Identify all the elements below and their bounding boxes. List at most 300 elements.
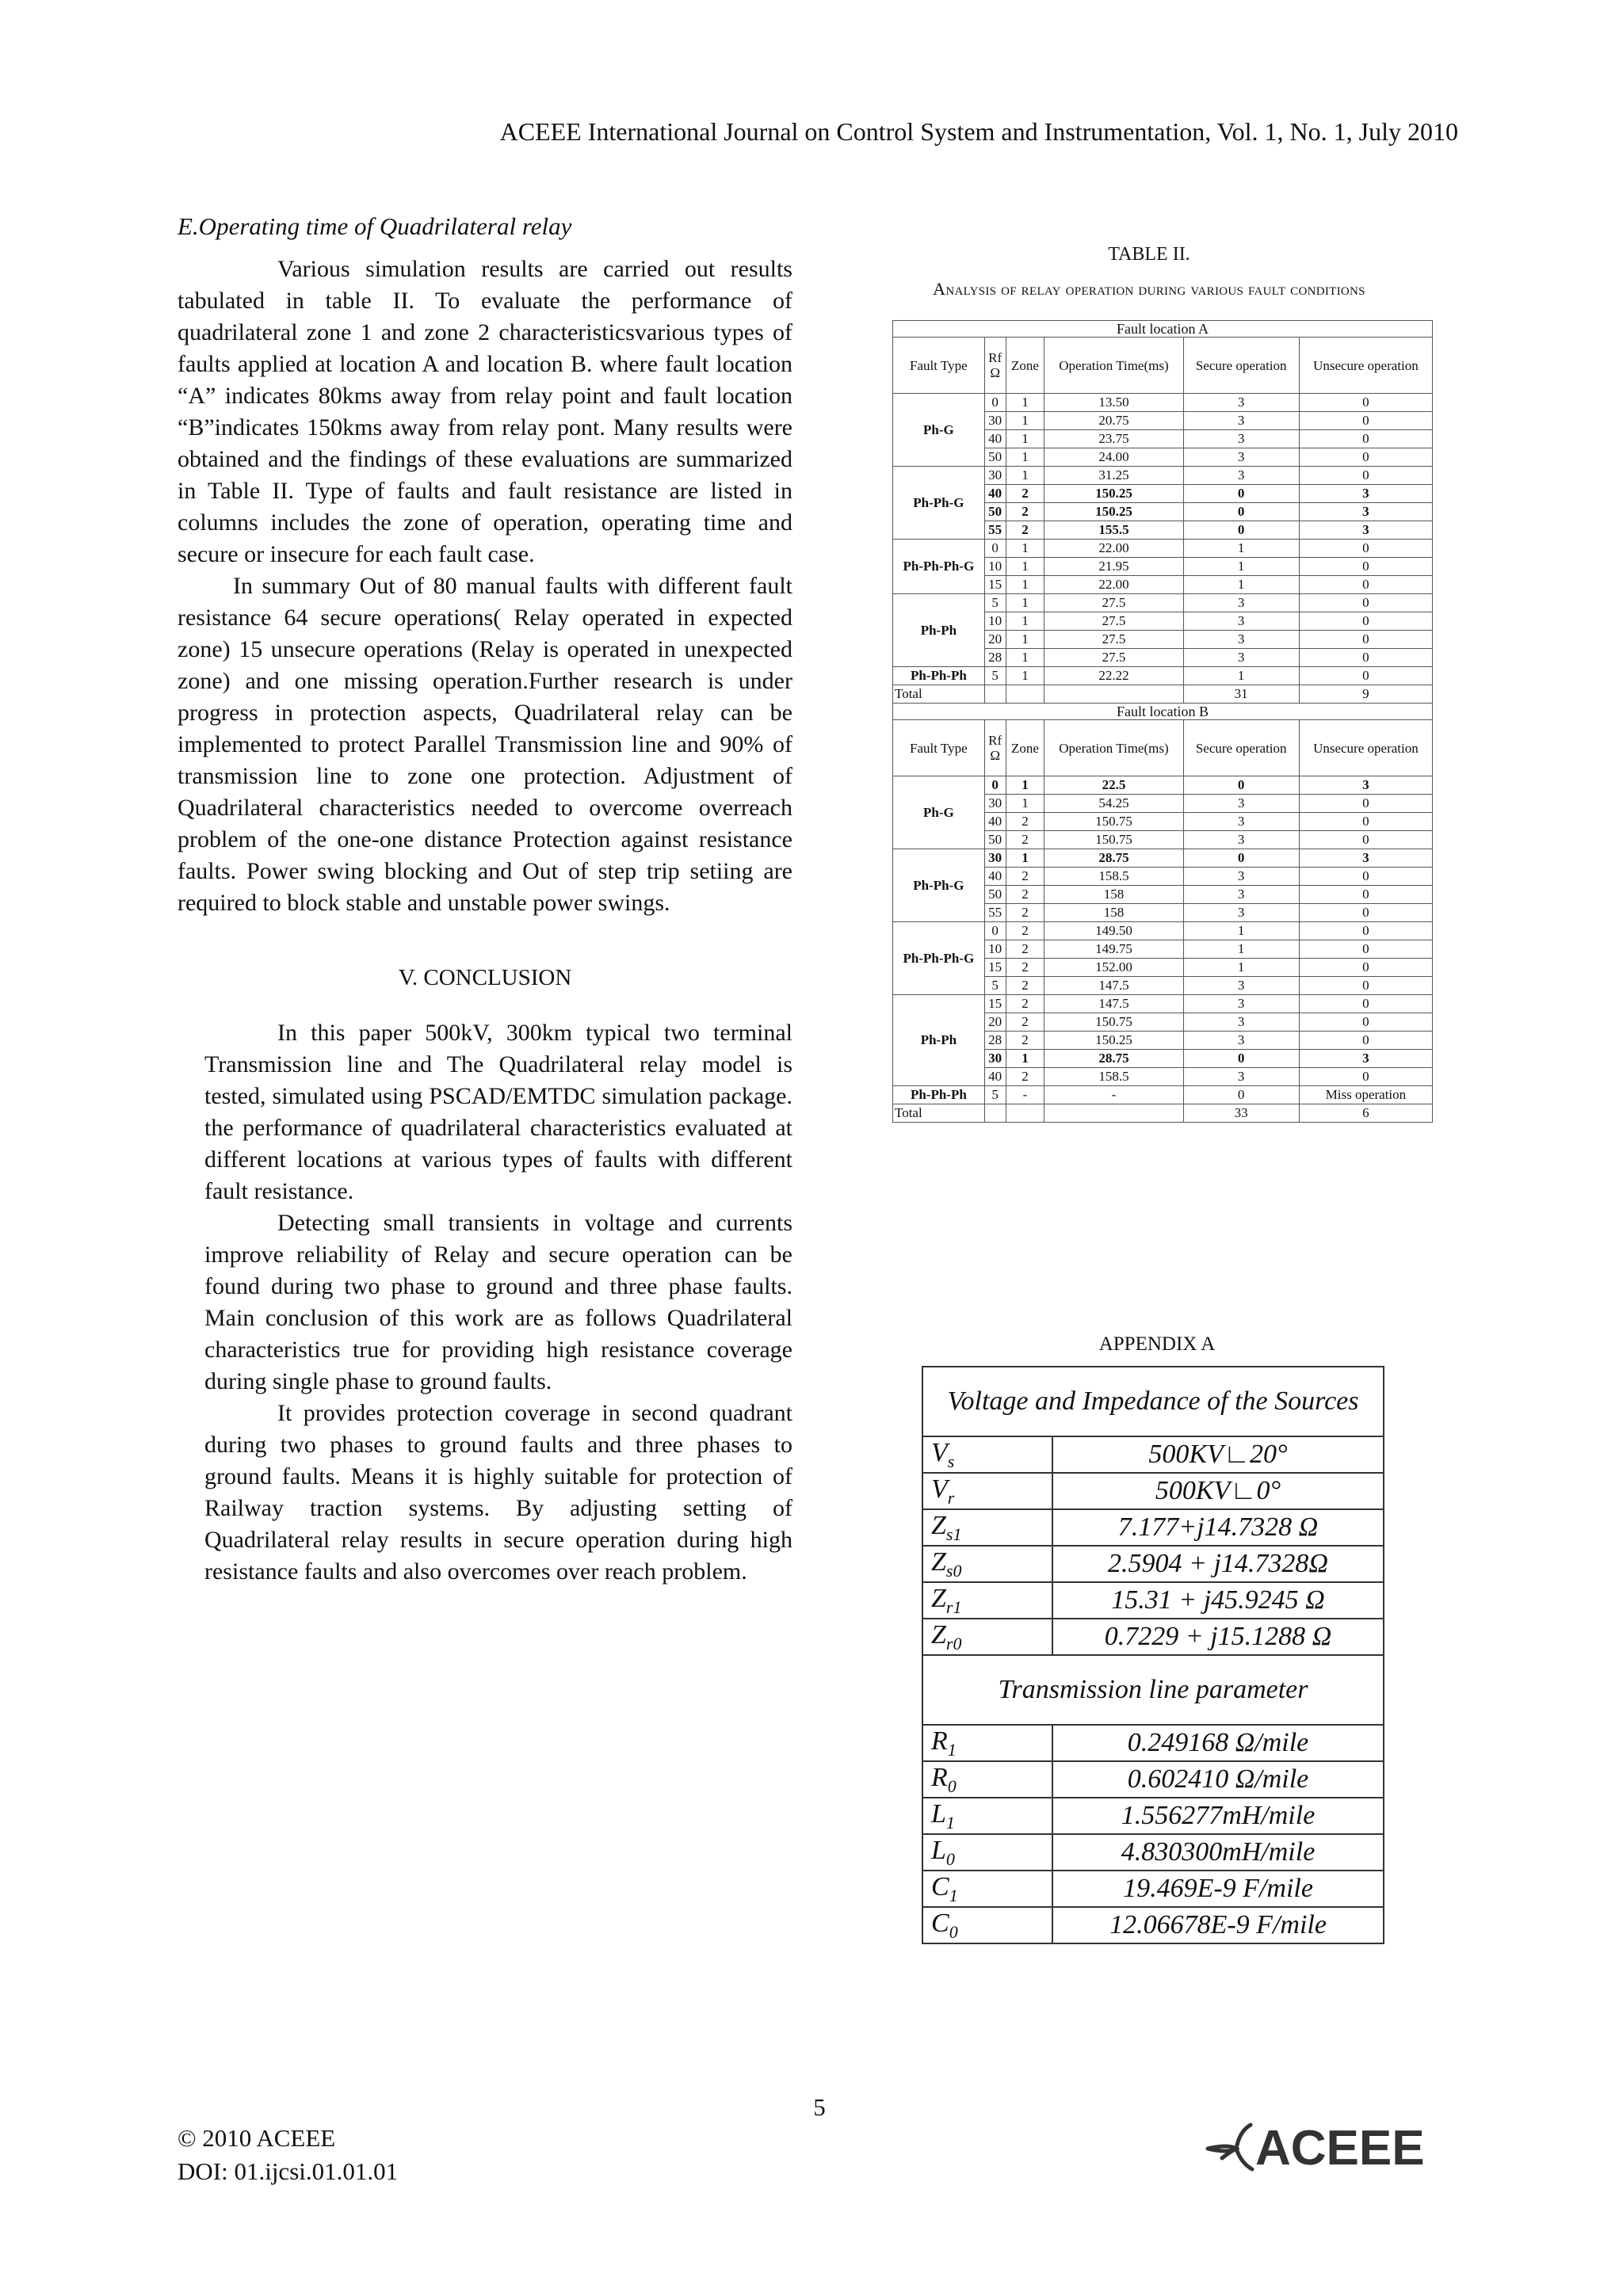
total-unsecure: 6	[1299, 1104, 1432, 1123]
fault-type-cell: Ph-G	[893, 776, 985, 849]
total-unsecure: 9	[1299, 685, 1432, 704]
symbol-subscript: r1	[945, 1596, 962, 1617]
parameter-value: 0.7229 + j15.1288 Ω	[1052, 1619, 1384, 1655]
table-cell: 3	[1183, 795, 1299, 813]
table-row	[893, 667, 1433, 685]
table-cell: 10	[984, 940, 1006, 959]
total-secure: 33	[1183, 1104, 1299, 1123]
parameter-symbol	[922, 1473, 1052, 1509]
table-row	[893, 467, 1433, 485]
table-cell: 2	[1006, 886, 1044, 904]
table-cell: 3	[1183, 1013, 1299, 1032]
running-header: ACEEE International Journal on Control System and Instrumentation, Vol. 1, No. 1, July 2010	[499, 117, 1458, 146]
table-cell: 2	[1006, 922, 1044, 940]
table-cell: 1	[1006, 467, 1044, 485]
fault-analysis-table	[892, 320, 1433, 1123]
table-cell: 0	[1183, 1086, 1299, 1104]
symbol-letter: V	[931, 1474, 948, 1504]
table-cell: 3	[1299, 849, 1432, 868]
column-header: Fault Type	[893, 338, 985, 394]
parameter-symbol	[922, 1725, 1052, 1761]
table-cell: 0	[1299, 886, 1432, 904]
table-header-row	[893, 720, 1433, 776]
table-cell: 0	[1299, 394, 1432, 412]
section-heading-operating-time: E.Operating time of Quadrilateral relay	[178, 212, 572, 240]
conclusion-heading: V. CONCLUSION	[398, 965, 572, 990]
table-cell: 0	[1299, 612, 1432, 631]
table-cell: 3	[1183, 995, 1299, 1013]
symbol-subscript: s1	[945, 1524, 962, 1544]
table-cell: 3	[1183, 412, 1299, 430]
table-cell: 2	[1006, 1068, 1044, 1086]
fault-location-label: Fault location B	[893, 704, 1433, 720]
table-cell: 155.5	[1044, 521, 1183, 540]
parameter-symbol	[922, 1546, 1052, 1582]
table-row	[893, 594, 1433, 612]
table-cell: 0	[1299, 831, 1432, 849]
table-cell: 0	[984, 776, 1006, 795]
table-cell: 2	[1006, 813, 1044, 831]
table-cell: 1	[1183, 940, 1299, 959]
table-cell: 15	[984, 576, 1006, 594]
total-secure: 31	[1183, 685, 1299, 704]
table-cell: 1	[1006, 631, 1044, 649]
table-cell: 2	[1006, 959, 1044, 977]
parameter-value: 19.469E-9 F/mile	[1052, 1871, 1384, 1907]
table-cell	[1006, 1104, 1044, 1123]
table-cell: 22.22	[1044, 667, 1183, 685]
table-cell: 1	[1183, 576, 1299, 594]
table-cell: 55	[984, 904, 1006, 922]
column-header-rf-unit: Ω	[990, 365, 1000, 380]
table-cell: 5	[984, 667, 1006, 685]
table-cell: 20.75	[1044, 412, 1183, 430]
table-cell: 149.50	[1044, 922, 1183, 940]
table-cell: 1	[1006, 558, 1044, 576]
column-header: Secure operation	[1183, 720, 1299, 776]
table-cell: 3	[1299, 776, 1432, 795]
table-cell: 20	[984, 1013, 1006, 1032]
fault-type-cell: Ph-Ph	[893, 594, 985, 667]
table-cell: 28.75	[1044, 849, 1183, 868]
fault-type-cell: Ph-Ph	[893, 995, 985, 1086]
symbol-subscript: r0	[945, 1633, 962, 1653]
table-cell: 3	[1183, 831, 1299, 849]
parameter-symbol	[922, 1619, 1052, 1655]
symbol-letter: C	[931, 1908, 949, 1938]
table-cell: 150.25	[1044, 1032, 1183, 1050]
table-cell: 2	[1006, 904, 1044, 922]
table-cell: 2	[1006, 995, 1044, 1013]
table-cell: 27.5	[1044, 612, 1183, 631]
symbol-letter: R	[931, 1726, 948, 1756]
appendix-row	[922, 1619, 1384, 1655]
symbol-subscript: 1	[945, 1812, 955, 1833]
table-cell: 2	[1006, 868, 1044, 886]
symbol-letter: C	[931, 1871, 949, 1901]
table-cell: 0	[1183, 776, 1299, 795]
table-cell: 1	[1006, 594, 1044, 612]
symbol-subscript: s0	[945, 1560, 962, 1581]
parameter-value: 0.249168 Ω/mile	[1052, 1725, 1384, 1761]
table-row	[893, 394, 1433, 412]
parameter-value: 2.5904 + j14.7328Ω	[1052, 1546, 1384, 1582]
conclusion-body	[178, 1017, 792, 1588]
appendix-section-row	[922, 1367, 1384, 1436]
table-cell: 158	[1044, 904, 1183, 922]
parameter-value: 500KV∟20°	[1052, 1436, 1384, 1473]
table-cell: 0	[1299, 594, 1432, 612]
symbol-subscript: 0	[945, 1848, 955, 1869]
table-cell: 158.5	[1044, 1068, 1183, 1086]
symbol-letter: L	[931, 1835, 946, 1865]
parameter-symbol	[922, 1907, 1052, 1943]
table-cell: 23.75	[1044, 430, 1183, 448]
table-cell: 5	[984, 594, 1006, 612]
table-cell: 3	[1183, 631, 1299, 649]
table-cell: 1	[1006, 540, 1044, 558]
table-cell: 147.5	[1044, 977, 1183, 995]
footer-info	[178, 2122, 398, 2188]
parameter-symbol	[922, 1798, 1052, 1834]
table-cell: 0	[1299, 576, 1432, 594]
table-cell: 0	[1299, 448, 1432, 467]
fault-type-cell: Ph-Ph-G	[893, 849, 985, 922]
table-cell	[1044, 1104, 1183, 1123]
table-cell: 1	[1006, 776, 1044, 795]
table-cell: 150.75	[1044, 1013, 1183, 1032]
table-cell: 40	[984, 430, 1006, 448]
fault-type-cell: Ph-G	[893, 394, 985, 467]
table-cell: 1	[1006, 795, 1044, 813]
table-cell: 3	[1299, 485, 1432, 503]
symbol-letter: Z	[931, 1583, 946, 1613]
table-cell: 54.25	[1044, 795, 1183, 813]
fault-type-cell: Ph-Ph-Ph-G	[893, 922, 985, 995]
table-cell: 3	[1183, 977, 1299, 995]
table-cell: 28.75	[1044, 1050, 1183, 1068]
conclusion-paragraph: Detecting small transients in voltage and currents improve reliability of Relay and secure operation can be found during two phase to ground and three phase faults. Main conclusion of this work are as follows Quadrilateral characteristics true for providing high resistance coverage during single phase to ground faults.	[204, 1210, 792, 1394]
column-header: Operation Time(ms)	[1044, 338, 1183, 394]
table-cell: 3	[1183, 868, 1299, 886]
table-cell: 150.25	[1044, 485, 1183, 503]
column-header: Unsecure operation	[1299, 338, 1432, 394]
conclusion-paragraph: It provides protection coverage in second quadrant during two phases to ground faults and three phases to ground faults. Means it is highly suitable for protection of Railway traction systems. By adjusting setting of Quadrilateral relay results in secure operation during high resistance faults and also overcomes over reach problem.	[204, 1400, 792, 1585]
table-row	[893, 849, 1433, 868]
table-cell: 0	[1183, 521, 1299, 540]
parameter-symbol	[922, 1509, 1052, 1546]
table-cell: 1	[1183, 922, 1299, 940]
table-cell: 22.5	[1044, 776, 1183, 795]
table-cell: 30	[984, 412, 1006, 430]
left-column	[178, 211, 792, 1588]
appendix-row	[922, 1509, 1384, 1546]
parameter-value: 15.31 + j45.9245 Ω	[1052, 1582, 1384, 1619]
table-cell: 1	[1006, 576, 1044, 594]
table-cell: 30	[984, 849, 1006, 868]
table-cell: 152.00	[1044, 959, 1183, 977]
table-cell: 3	[1183, 904, 1299, 922]
symbol-subscript: 0	[947, 1775, 957, 1796]
table-cell: 0	[1183, 849, 1299, 868]
appendix-table-body	[922, 1367, 1384, 1943]
table-cell: 10	[984, 612, 1006, 631]
table-cell: 50	[984, 448, 1006, 467]
table-cell: 1	[1006, 448, 1044, 467]
symbol-subscript: 0	[949, 1921, 958, 1942]
table-cell: 0	[1299, 1068, 1432, 1086]
symbol-subscript: s	[947, 1451, 955, 1471]
table-cell: 30	[984, 1050, 1006, 1068]
table-cell: 27.5	[1044, 631, 1183, 649]
appendix-parameter-table	[922, 1366, 1384, 1944]
table-cell: 2	[1006, 521, 1044, 540]
table-cell: 10	[984, 558, 1006, 576]
symbol-subscript: r	[947, 1487, 955, 1508]
column-header-rf: Rf	[988, 733, 1002, 748]
appendix-row	[922, 1546, 1384, 1582]
table-row	[893, 1086, 1433, 1104]
symbol-letter: Z	[931, 1510, 946, 1540]
table-caption: Analysis of relay operation during various fault conditions	[933, 279, 1365, 299]
table-cell: 20	[984, 631, 1006, 649]
column-header-rf-unit: Ω	[990, 748, 1000, 763]
parameter-symbol	[922, 1761, 1052, 1798]
parameter-value: 4.830300mH/mile	[1052, 1834, 1384, 1871]
table-cell: 21.95	[1044, 558, 1183, 576]
table-cell	[984, 685, 1006, 704]
conclusion-paragraph: In this paper 500kV, 300km typical two terminal Transmission line and The Quadrilateral relay model is tested, simulated using PSCAD/EMTDC simulation package. the performance of quadrilateral characteristics evaluated at different locations at various types of faults with different fault resistance.	[204, 1020, 792, 1204]
table-cell: 150.25	[1044, 503, 1183, 521]
table-cell: 0	[1299, 558, 1432, 576]
table-cell: 3	[1183, 813, 1299, 831]
total-row	[893, 1104, 1433, 1123]
fault-analysis-table-body	[893, 321, 1433, 1123]
table-cell: 0	[1299, 540, 1432, 558]
table-cell: 0	[1299, 995, 1432, 1013]
table-cell: 0	[1299, 868, 1432, 886]
table-cell: 2	[1006, 485, 1044, 503]
aceee-logo	[1205, 2120, 1458, 2172]
table-cell: 1	[1183, 667, 1299, 685]
body-paragraph: In summary Out of 80 manual faults with different fault resistance 64 secure operations( Relay operated in expected zone) 15 unsecure operations (Relay is operated in unexpected zone) and one missing operation.Further research is under progress in protection aspects, Quadrilateral relay can be implemented to protect Parallel Transmission line and 90% of transmission line to zone one protection. Adjustment of Quadrilateral characteristics needed to overcome overreach problem of the one-one distance Protection against resistance faults. Power swing blocking and Out of step trip setiing are required to block stable and unstable power swings.	[178, 573, 792, 916]
column-header	[984, 338, 1006, 394]
table-cell: 28	[984, 1032, 1006, 1050]
table-cell: 5	[984, 1086, 1006, 1104]
table-cell: 15	[984, 959, 1006, 977]
fault-location-label: Fault location A	[893, 321, 1433, 338]
table-cell: 1	[1183, 959, 1299, 977]
table-cell: 40	[984, 813, 1006, 831]
table-cell: 158.5	[1044, 868, 1183, 886]
table-cell: 40	[984, 1068, 1006, 1086]
table-cell: 1	[1006, 649, 1044, 667]
table-cell: 40	[984, 485, 1006, 503]
table-cell: 22.00	[1044, 576, 1183, 594]
symbol-letter: R	[931, 1762, 948, 1792]
table-header-row	[893, 338, 1433, 394]
symbol-subscript: 1	[947, 1739, 957, 1760]
table-cell: 3	[1299, 503, 1432, 521]
parameter-value: 0.602410 Ω/mile	[1052, 1761, 1384, 1798]
parameter-value: 500KV∟0°	[1052, 1473, 1384, 1509]
symbol-letter: Z	[931, 1547, 946, 1577]
fault-location-row	[893, 704, 1433, 720]
column-header: Fault Type	[893, 720, 985, 776]
parameter-symbol	[922, 1834, 1052, 1871]
appendix-section-heading: Transmission line parameter	[922, 1655, 1384, 1725]
parameter-symbol	[922, 1436, 1052, 1473]
table-cell: 30	[984, 795, 1006, 813]
table-cell: 1	[1183, 558, 1299, 576]
table-cell: Miss operation	[1299, 1086, 1432, 1104]
table-row	[893, 995, 1433, 1013]
table-cell: 3	[1299, 521, 1432, 540]
appendix-section-row	[922, 1655, 1384, 1725]
page-number: 5	[813, 2093, 826, 2121]
appendix-row	[922, 1907, 1384, 1943]
table-cell: 2	[1006, 1013, 1044, 1032]
logo-text: ACEEE	[1255, 2121, 1425, 2172]
table-cell: 0	[1299, 959, 1432, 977]
table-cell	[1006, 685, 1044, 704]
table-cell: 3	[1183, 886, 1299, 904]
symbol-letter: V	[931, 1437, 948, 1467]
parameter-symbol	[922, 1582, 1052, 1619]
table-cell: 1	[1006, 1050, 1044, 1068]
column-header	[984, 720, 1006, 776]
table-cell: 2	[1006, 503, 1044, 521]
appendix-row	[922, 1436, 1384, 1473]
table-row	[893, 776, 1433, 795]
table-cell: 40	[984, 868, 1006, 886]
table-cell: 3	[1183, 467, 1299, 485]
table-cell: -	[1044, 1086, 1183, 1104]
appendix-row	[922, 1798, 1384, 1834]
parameter-value: 12.06678E-9 F/mile	[1052, 1907, 1384, 1943]
table-cell: 1	[1183, 540, 1299, 558]
table-cell: 0	[984, 394, 1006, 412]
table-cell: 0	[1299, 795, 1432, 813]
table-cell: 31.25	[1044, 467, 1183, 485]
table-cell: 3	[1183, 594, 1299, 612]
table-cell: 27.5	[1044, 649, 1183, 667]
column-header: Zone	[1006, 338, 1044, 394]
doi-text: DOI: 01.ijcsi.01.01.01	[178, 2157, 399, 2185]
table-cell: 149.75	[1044, 940, 1183, 959]
table-cell: 0	[1299, 904, 1432, 922]
table-cell: 2	[1006, 831, 1044, 849]
table-cell: 50	[984, 886, 1006, 904]
table-cell: 3	[1183, 430, 1299, 448]
table-cell: 5	[984, 977, 1006, 995]
table-title: TABLE II.	[1108, 244, 1190, 265]
appendix-row	[922, 1871, 1384, 1907]
table-cell: 30	[984, 467, 1006, 485]
appendix-row	[922, 1473, 1384, 1509]
table-cell: 3	[1299, 1050, 1432, 1068]
total-label: Total	[893, 1104, 985, 1123]
table-cell: 0	[1299, 1032, 1432, 1050]
total-label: Total	[893, 685, 985, 704]
table-cell: 147.5	[1044, 995, 1183, 1013]
table-cell: 158	[1044, 886, 1183, 904]
table-cell: 1	[1006, 667, 1044, 685]
appendix-row	[922, 1582, 1384, 1619]
table-cell: 0	[1299, 467, 1432, 485]
table-cell: 3	[1183, 649, 1299, 667]
table-cell: 28	[984, 649, 1006, 667]
table-cell: 1	[1006, 412, 1044, 430]
symbol-letter: Z	[931, 1619, 946, 1650]
appendix-row	[922, 1761, 1384, 1798]
parameter-value: 1.556277mH/mile	[1052, 1798, 1384, 1834]
table-cell: 150.75	[1044, 831, 1183, 849]
table-cell: 0	[1299, 412, 1432, 430]
table-cell: 50	[984, 503, 1006, 521]
fault-type-cell: Ph-Ph-Ph	[893, 667, 985, 685]
fault-type-cell: Ph-Ph-Ph-G	[893, 540, 985, 594]
table-cell: 0	[1299, 813, 1432, 831]
table-cell: 0	[1299, 430, 1432, 448]
table-cell: 0	[984, 540, 1006, 558]
table-cell: 3	[1183, 448, 1299, 467]
table-cell: 1	[1006, 612, 1044, 631]
body-paragraph: Various simulation results are carried out results tabulated in table II. To evaluate the performance of quadrilateral zone 1 and zone 2 characteristicsvarious types of faults applied at location A and location B. where fault location “A” indicates 80kms away from relay point and fault location “B”indicates 150kms away from relay pont. Many results were obtained and the findings of these evaluations are summarized in Table II. Type of faults and fault resistance are listed in columns includes the zone of operation, operating time and secure or insecure for each fault case.	[178, 256, 792, 567]
table-cell: 2	[1006, 940, 1044, 959]
column-header: Zone	[1006, 720, 1044, 776]
table-cell: 24.00	[1044, 448, 1183, 467]
table-cell: 2	[1006, 1032, 1044, 1050]
table-cell: 50	[984, 831, 1006, 849]
table-cell: 0	[1299, 649, 1432, 667]
table-cell	[1044, 685, 1183, 704]
table-cell: 15	[984, 995, 1006, 1013]
table-cell: 55	[984, 521, 1006, 540]
column-header: Secure operation	[1183, 338, 1299, 394]
symbol-letter: L	[931, 1798, 946, 1829]
fault-location-row	[893, 321, 1433, 338]
table-cell: 0	[1299, 977, 1432, 995]
logo-star-icon	[1208, 2125, 1252, 2169]
appendix-title: APPENDIX A	[1098, 1333, 1216, 1355]
appendix-section-heading: Voltage and Impedance of the Sources	[922, 1367, 1384, 1436]
table-cell: 3	[1183, 394, 1299, 412]
fault-type-cell: Ph-Ph-Ph	[893, 1086, 985, 1104]
table-cell: 0	[984, 922, 1006, 940]
column-header: Unsecure operation	[1299, 720, 1432, 776]
table-cell: 1	[1006, 849, 1044, 868]
table-cell: 27.5	[1044, 594, 1183, 612]
parameter-value: 7.177+j14.7328 Ω	[1052, 1509, 1384, 1546]
table-cell: 0	[1183, 485, 1299, 503]
table-cell: 0	[1299, 667, 1432, 685]
table-cell: 13.50	[1044, 394, 1183, 412]
symbol-subscript: 1	[949, 1885, 958, 1905]
table-cell: 3	[1183, 612, 1299, 631]
table-cell	[984, 1104, 1006, 1123]
table-row	[893, 922, 1433, 940]
table-cell: 0	[1183, 1050, 1299, 1068]
table-cell: -	[1006, 1086, 1044, 1104]
table-cell: 3	[1183, 1032, 1299, 1050]
column-header: Operation Time(ms)	[1044, 720, 1183, 776]
parameter-symbol	[922, 1871, 1052, 1907]
total-row	[893, 685, 1433, 704]
appendix-row	[922, 1834, 1384, 1871]
fault-type-cell: Ph-Ph-G	[893, 467, 985, 540]
table-cell: 150.75	[1044, 813, 1183, 831]
